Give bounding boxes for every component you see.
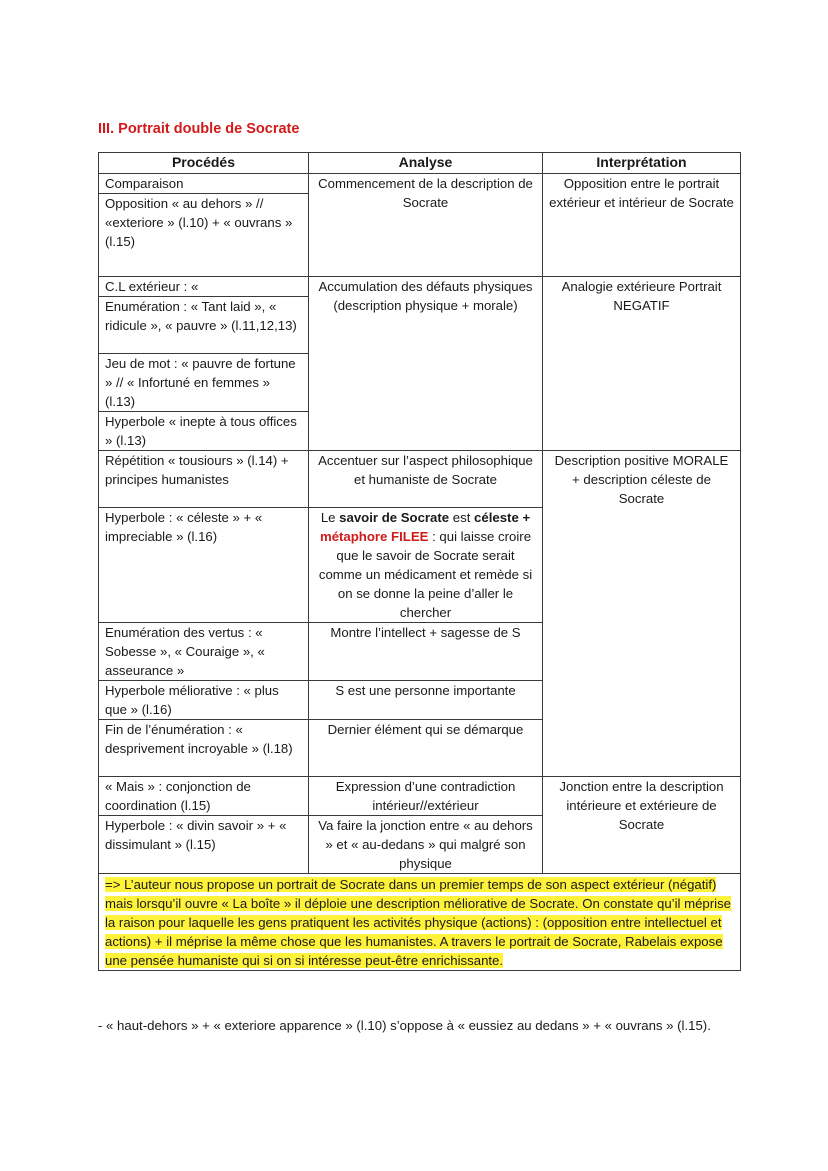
analyse-bold-text: savoir de Socrate: [339, 510, 450, 525]
analyse-red-text: métaphore FILEE: [319, 529, 429, 544]
analyse-text: : qui laisse croire que le savoir de Socrate serait comme un médicament et remède si on se donne la peine d’aller le chercher: [318, 529, 533, 620]
conclusion-cell: [99, 874, 741, 971]
conclusion-text: => L’auteur nous propose un portrait de Socrate dans un premier temps de son aspect extérieur (négatif) mais lorsqu’il ouvre « La boîte » il déploie une description méliorative de Socrate. On constate qu’il méprise la raison pour laquelle les gens pratiquent les activités physique (actions) : (opposition entre intellectuel et actions) + il méprise la même chose que les humanistes. A travers le portrait de Socrate, Rabelais expose une pensée humaniste qui si on si intéresse peut-être enrichissante.: [105, 877, 732, 968]
procede-cell: Jeu de mot : « pauvre de fortune » // « Infortuné en femmes » (l.13): [99, 354, 309, 412]
analyse-cell: Commencement de la description de Socrate: [309, 174, 543, 277]
procede-cell: Opposition « au dehors » // «exteriore » (l.10) + « ouvrans » (l.15): [99, 194, 309, 277]
section-title: III. Portrait double de Socrate: [98, 121, 300, 137]
analysis-table: [98, 152, 741, 971]
analyse-cell: Va faire la jonction entre « au dehors » et « au-dedans » qui malgré son physique: [309, 816, 543, 874]
header-interpretation: Interprétation: [543, 153, 741, 174]
analyse-bold-text: céleste: [474, 510, 519, 525]
analyse-text: Le: [320, 510, 340, 525]
procede-cell: Hyperbole : « divin savoir » + « dissimulant » (l.15): [99, 816, 309, 874]
analyse-cell: S est une personne importante: [309, 681, 543, 720]
interpretation-cell: Opposition entre le portrait extérieur et intérieur de Socrate: [543, 174, 741, 277]
table-header-row: [99, 153, 741, 174]
table-row: [99, 174, 741, 194]
procede-cell: Répétition « tousiours » (l.14) + principes humanistes: [99, 451, 309, 508]
table-row: [99, 777, 741, 816]
analyse-cell: Dernier élément qui se démarque: [309, 720, 543, 777]
procede-cell: « Mais » : conjonction de coordination (l.15): [99, 777, 309, 816]
analyse-cell: Accumulation des défauts physiques (description physique + morale): [309, 277, 543, 451]
table-row: [99, 277, 741, 297]
interpretation-cell: Analogie extérieure Portrait NEGATIF: [543, 277, 741, 451]
analyse-text: est: [449, 510, 475, 525]
footer-note: - « haut-dehors » + « exteriore apparence » (l.10) s’oppose à « eussiez au dedans » + « ouvrans » (l.15).: [98, 1018, 711, 1033]
header-procedes: Procédés: [99, 153, 309, 174]
procede-cell: Enumération : « Tant laid », « ridicule », « pauvre » (l.11,12,13): [99, 297, 309, 354]
procede-cell: Fin de l’énumération : « desprivement incroyable » (l.18): [99, 720, 309, 777]
interpretation-cell: Description positive MORALE + description céleste de Socrate: [543, 451, 741, 777]
analyse-cell: Expression d’une contradiction intérieur//extérieur: [309, 777, 543, 816]
procede-cell: Hyperbole « inepte à tous offices » (l.13): [99, 412, 309, 451]
interpretation-cell: Jonction entre la description intérieure et extérieure de Socrate: [543, 777, 741, 874]
procede-cell: C.L extérieur : «: [99, 277, 309, 297]
procede-cell: Hyperbole méliorative : « plus que » (l.16): [99, 681, 309, 720]
procede-cell: Enumération des vertus : « Sobesse », « Couraige », « asseurance »: [99, 623, 309, 681]
analyse-cell: Accentuer sur l’aspect philosophique et humaniste de Socrate: [309, 451, 543, 508]
header-analyse: Analyse: [309, 153, 543, 174]
table-row: [99, 451, 741, 508]
procede-cell: Hyperbole : « céleste » + « impreciable » (l.16): [99, 508, 309, 623]
analyse-cell: [309, 508, 543, 623]
procede-cell: Comparaison: [99, 174, 309, 194]
conclusion-row: [99, 874, 741, 971]
analyse-bold-text: +: [518, 510, 531, 525]
analyse-cell: Montre l’intellect + sagesse de S: [309, 623, 543, 681]
